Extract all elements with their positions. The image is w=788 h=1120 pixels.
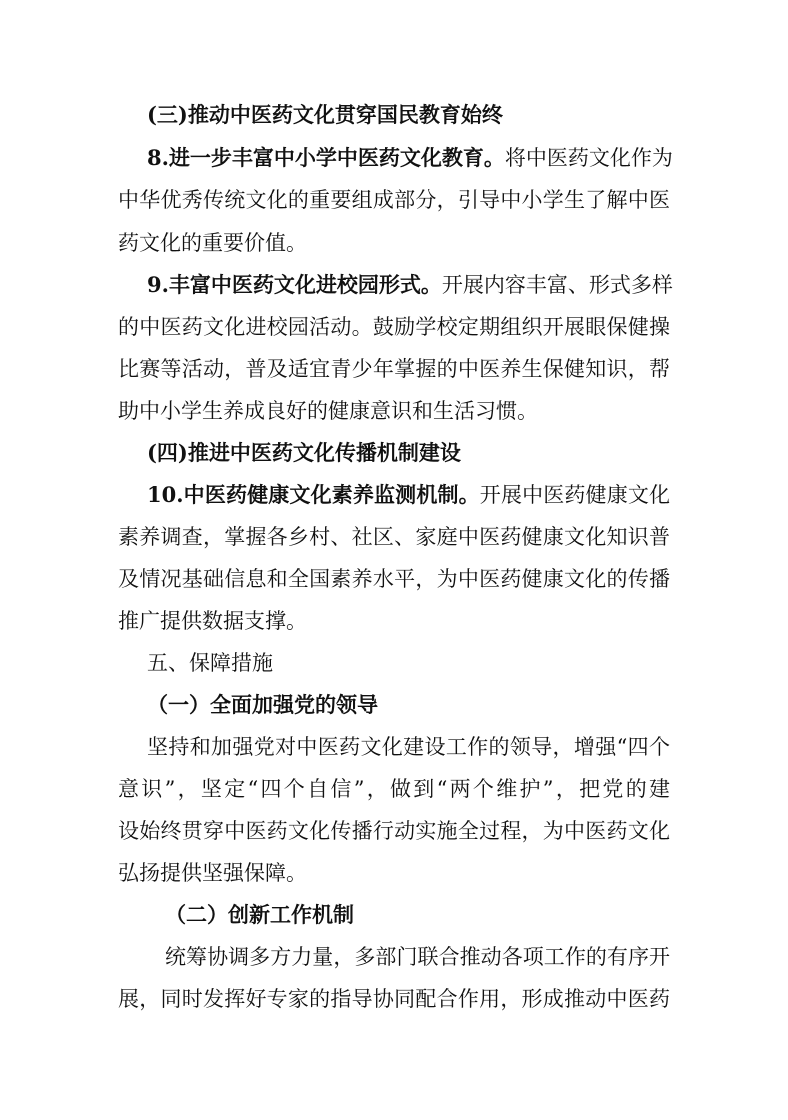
item-10-heading: 10.中医药健康文化素养监测机制。 bbox=[147, 482, 480, 507]
section-5-heading: 五、保障措施 bbox=[147, 651, 273, 675]
section-5-2-line-1: 统筹协调多方力量，多部门联合推动各项工作的有序开 bbox=[165, 945, 670, 969]
section-5-1-line-1: 坚持和加强党对中医药文化建设工作的领导，增强“四个 bbox=[147, 735, 670, 759]
item-9-text: 开展内容丰富、形式多样 bbox=[441, 273, 673, 297]
item-9-line-4: 助中小学生养成良好的健康意识和生活习惯。 bbox=[118, 399, 538, 423]
item-9-line-1 bbox=[147, 270, 673, 300]
item-8-line-2: 中华优秀传统文化的重要组成部分，引导中小学生了解中医 bbox=[118, 188, 670, 212]
subsection-heading-3: (三)推动中医药文化贯穿国民教育始终 bbox=[147, 102, 503, 127]
item-10-line-1 bbox=[147, 480, 670, 510]
section-5-1-title: （一）全面加强党的领导 bbox=[147, 692, 378, 717]
section-5-1-line-2: 意识”，坚定“四个自信”，做到“两个维护”，把党的建 bbox=[118, 777, 670, 801]
section-5-2-line-2: 展，同时发挥好专家的指导协同配合作用，形成推动中医药 bbox=[118, 987, 670, 1011]
section-5-1-line-4: 弘扬提供坚强保障。 bbox=[118, 861, 307, 885]
item-9-line-3: 比赛等活动，普及适宜青少年掌握的中医养生保健知识，帮 bbox=[118, 357, 670, 381]
item-8-heading: 8.进一步丰富中小学中医药文化教育。 bbox=[147, 145, 505, 170]
item-8-line-1 bbox=[147, 143, 673, 173]
item-10-line-2: 素养调查，掌握各乡村、社区、家庭中医药健康文化知识普 bbox=[118, 525, 670, 549]
section-5-1-line-3: 设始终贯穿中医药文化传播行动实施全过程，为中医药文化 bbox=[118, 819, 670, 843]
section-5-2-title: （二）创新工作机制 bbox=[165, 902, 354, 927]
subsection-heading-4: (四)推进中医药文化传播机制建设 bbox=[147, 440, 461, 465]
item-8-text: 将中医药文化作为 bbox=[504, 146, 673, 170]
item-10-line-3: 及情况基础信息和全国素养水平，为中医药健康文化的传播 bbox=[118, 567, 670, 591]
item-9-heading: 9.丰富中医药文化进校园形式。 bbox=[147, 272, 442, 297]
item-8-line-3: 药文化的重要价值。 bbox=[118, 231, 307, 255]
item-10-text: 开展中医药健康文化 bbox=[479, 483, 670, 507]
item-9-line-2: 的中医药文化进校园活动。鼓励学校定期组织开展眼保健操 bbox=[118, 315, 670, 339]
item-10-line-4: 推广提供数据支撑。 bbox=[118, 609, 307, 633]
